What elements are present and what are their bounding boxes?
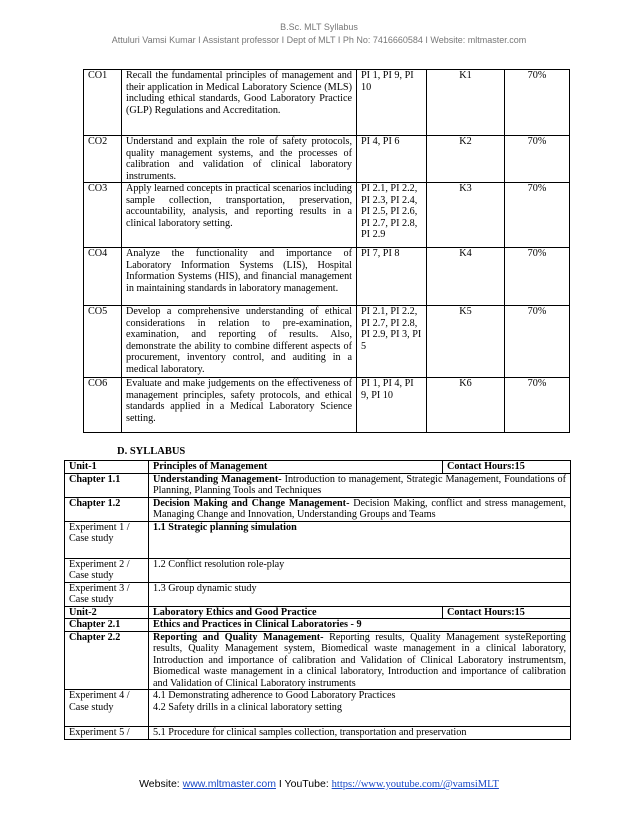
unit-title: Laboratory Ethics and Good Practice <box>149 606 443 619</box>
table-row <box>65 582 571 606</box>
table-row <box>84 306 570 378</box>
chapter-lead: Decision Making and Change Management- <box>153 497 350 509</box>
chapter-text: Decision Making, conflict and stress management, Managing Change and Innovation, Understanding Groups and Teams <box>153 497 566 520</box>
table-row <box>65 497 571 521</box>
chapter-text: Reporting results, Quality Management systeReporting results, Quality Management system, Biomedical waste management in a clinical laboratory, Introduction and importance of calibration and Validation of Clinical Laboratory instrumentsm, Biomedical waste management in a clinical laboratory, Introduction and importance of calibration and Validation of Clinical Laboratory instruments <box>153 631 566 689</box>
co-pi: PI 1, PI 9, PI 10 <box>357 70 427 136</box>
chapter-lead: Understanding Management- <box>153 473 282 485</box>
co-k-level: K3 <box>427 183 505 248</box>
table-row <box>65 619 571 632</box>
co-code: CO2 <box>84 136 122 183</box>
co-pi: PI 7, PI 8 <box>357 248 427 306</box>
table-row <box>65 461 571 474</box>
co-code: CO1 <box>84 70 122 136</box>
co-code: CO3 <box>84 183 122 248</box>
footer-youtube-label: I YouTube: <box>276 778 332 790</box>
experiment-label: Experiment 5 / <box>65 727 149 740</box>
table-row <box>65 558 571 582</box>
table-row <box>65 631 571 690</box>
experiment-text: 1.2 Conflict resolution role-play <box>149 558 571 582</box>
chapter-content <box>149 497 571 521</box>
header-author-line: Attuluri Vamsi Kumar I Assistant professor I Dept of MLT I Ph No: 7416660584 I Website: mltmaster.com <box>111 35 527 45</box>
experiment-label: Experiment 1 / Case study <box>65 521 149 558</box>
co-pi: PI 2.1, PI 2.2, PI 2.3, PI 2.4, PI 2.5, PI 2.6, PI 2.7, PI 2.8, PI 2.9 <box>357 183 427 248</box>
co-code: CO6 <box>84 378 122 433</box>
co-k-level: K6 <box>427 378 505 433</box>
chapter-label: Chapter 2.1 <box>65 619 149 632</box>
experiment-text <box>149 690 571 727</box>
experiment-label: Experiment 2 / Case study <box>65 558 149 582</box>
contact-hours: Contact Hours:15 <box>443 461 571 474</box>
co-k-level: K1 <box>427 70 505 136</box>
chapter-content <box>149 631 571 690</box>
table-row <box>65 727 571 740</box>
table-row <box>84 248 570 306</box>
co-pi: PI 2.1, PI 2.2, PI 2.7, PI 2.8, PI 2.9, PI 3, PI 5 <box>357 306 427 378</box>
course-outcomes-table <box>83 69 570 433</box>
co-k-level: K4 <box>427 248 505 306</box>
co-code: CO4 <box>84 248 122 306</box>
page-footer <box>0 778 638 790</box>
chapter-label: Chapter 2.2 <box>65 631 149 690</box>
table-row <box>65 606 571 619</box>
co-description: Recall the fundamental principles of management and their application in Medical Laboratory Science (MLS) including ethical standards, Good Laboratory Practice (GLP) Regulations and Accreditation. <box>122 70 357 136</box>
co-description: Analyze the functionality and importance of Laboratory Information Systems (LIS), Hospital Information Systems (HIS), and financial management in maintaining standards in laboratory management. <box>122 248 357 306</box>
youtube-link[interactable]: https://www.youtube.com/@vamsiMLT <box>331 779 499 790</box>
co-description: Understand and explain the role of safety protocols, quality management systems, and the processes of calibration and validation of clinical laboratory instruments. <box>122 136 357 183</box>
co-pi: PI 1, PI 4, PI 9, PI 10 <box>357 378 427 433</box>
co-description: Evaluate and make judgements on the effectiveness of management principles, safety protocols, and ethical standards applied in a Medical Laboratory Science setting. <box>122 378 357 433</box>
co-k-level: K5 <box>427 306 505 378</box>
syllabus-heading: D. SYLLABUS <box>117 446 186 457</box>
header-title: B.Sc. MLT Syllabus <box>280 22 358 32</box>
experiment-text: 1.1 Strategic planning simulation <box>149 521 571 558</box>
co-percentage: 70% <box>505 70 570 136</box>
website-link[interactable]: www.mltmaster.com <box>182 778 276 790</box>
chapter-lead: Reporting and Quality Management- <box>153 631 324 643</box>
experiment-line: 4.2 Safety drills in a clinical laboratory setting <box>153 701 342 713</box>
co-percentage: 70% <box>505 136 570 183</box>
table-row <box>84 378 570 433</box>
chapter-label: Chapter 1.2 <box>65 497 149 521</box>
footer-website-label: Website: <box>139 778 183 790</box>
co-pi: PI 4, PI 6 <box>357 136 427 183</box>
experiment-label: Experiment 3 / Case study <box>65 582 149 606</box>
co-description: Develop a comprehensive understanding of ethical considerations in relation to pre-examination, examination, and reporting of results. Also, demonstrate the ability to combine different aspects of procurement, inventory control, and auditing in a medical laboratory. <box>122 306 357 378</box>
co-k-level: K2 <box>427 136 505 183</box>
table-row <box>84 183 570 248</box>
unit-label: Unit-2 <box>65 606 149 619</box>
table-row <box>84 136 570 183</box>
table-row <box>65 473 571 497</box>
chapter-content: Ethics and Practices in Clinical Laboratories - 9 <box>149 619 571 632</box>
experiment-label: Experiment 4 / Case study <box>65 690 149 727</box>
co-code: CO5 <box>84 306 122 378</box>
experiment-line: 4.1 Demonstrating adherence to Good Laboratory Practices <box>153 690 396 701</box>
unit-title: Principles of Management <box>149 461 443 474</box>
experiment-text: 5.1 Procedure for clinical samples collection, transportation and preservation <box>149 727 571 740</box>
table-row <box>65 521 571 558</box>
table-row <box>84 70 570 136</box>
syllabus-table <box>64 460 571 740</box>
chapter-text: Introduction to management, Strategic Management, Foundations of Planning, Planning Tools and Techniques <box>153 473 566 496</box>
chapter-content <box>149 473 571 497</box>
unit-label: Unit-1 <box>65 461 149 474</box>
chapter-label: Chapter 1.1 <box>65 473 149 497</box>
experiment-text: 1.3 Group dynamic study <box>149 582 571 606</box>
contact-hours: Contact Hours:15 <box>443 606 571 619</box>
co-percentage: 70% <box>505 183 570 248</box>
co-percentage: 70% <box>505 248 570 306</box>
co-description: Apply learned concepts in practical scenarios including sample collection, transportation, preservation, accountability, analysis, and reporting results in a clinical laboratory setting. <box>122 183 357 248</box>
co-percentage: 70% <box>505 306 570 378</box>
table-row <box>65 690 571 727</box>
co-percentage: 70% <box>505 378 570 433</box>
